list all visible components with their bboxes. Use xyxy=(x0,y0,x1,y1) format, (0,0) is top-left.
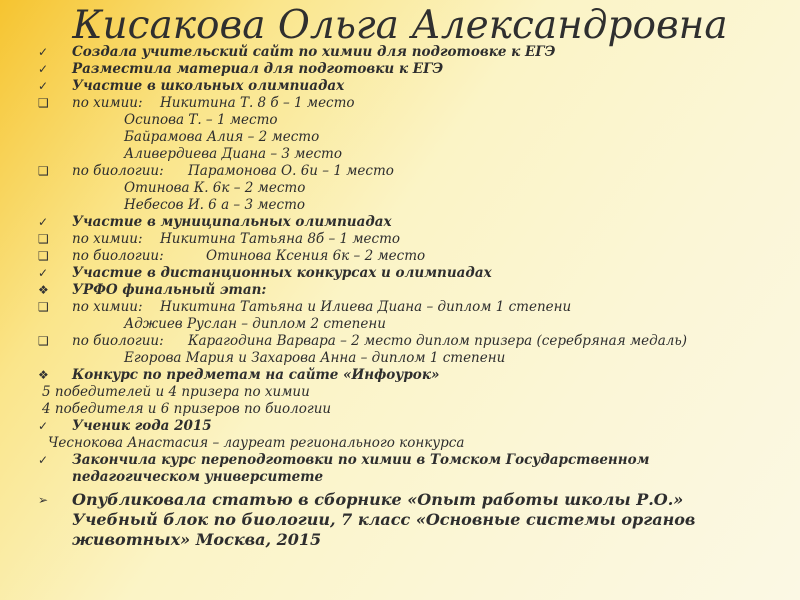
box-bullet-icon: ❑ xyxy=(38,334,49,348)
box-bullet-icon: ❑ xyxy=(38,164,49,178)
box-bullet-icon: ❑ xyxy=(38,96,49,110)
check-bullet-icon: ✓ xyxy=(38,79,49,93)
check-bullet-icon: ✓ xyxy=(38,419,49,433)
check-bullet-icon: ✓ xyxy=(38,453,49,467)
check-bullet-icon: ✓ xyxy=(38,215,49,229)
check-bullet-icon: ✓ xyxy=(38,45,49,59)
check-bullet-icon: ✓ xyxy=(38,62,49,76)
arrow-bullet-icon: ➢ xyxy=(38,493,49,507)
diamond-bullet-icon: ❖ xyxy=(38,283,49,297)
check-bullet-icon: ✓ xyxy=(38,266,49,280)
page-title: Кисакова Ольга Александровна xyxy=(72,3,728,48)
box-bullet-icon: ❑ xyxy=(38,249,49,263)
diamond-bullet-icon: ❖ xyxy=(38,368,49,382)
box-bullet-icon: ❑ xyxy=(38,300,49,314)
box-bullet-icon: ❑ xyxy=(38,232,49,246)
